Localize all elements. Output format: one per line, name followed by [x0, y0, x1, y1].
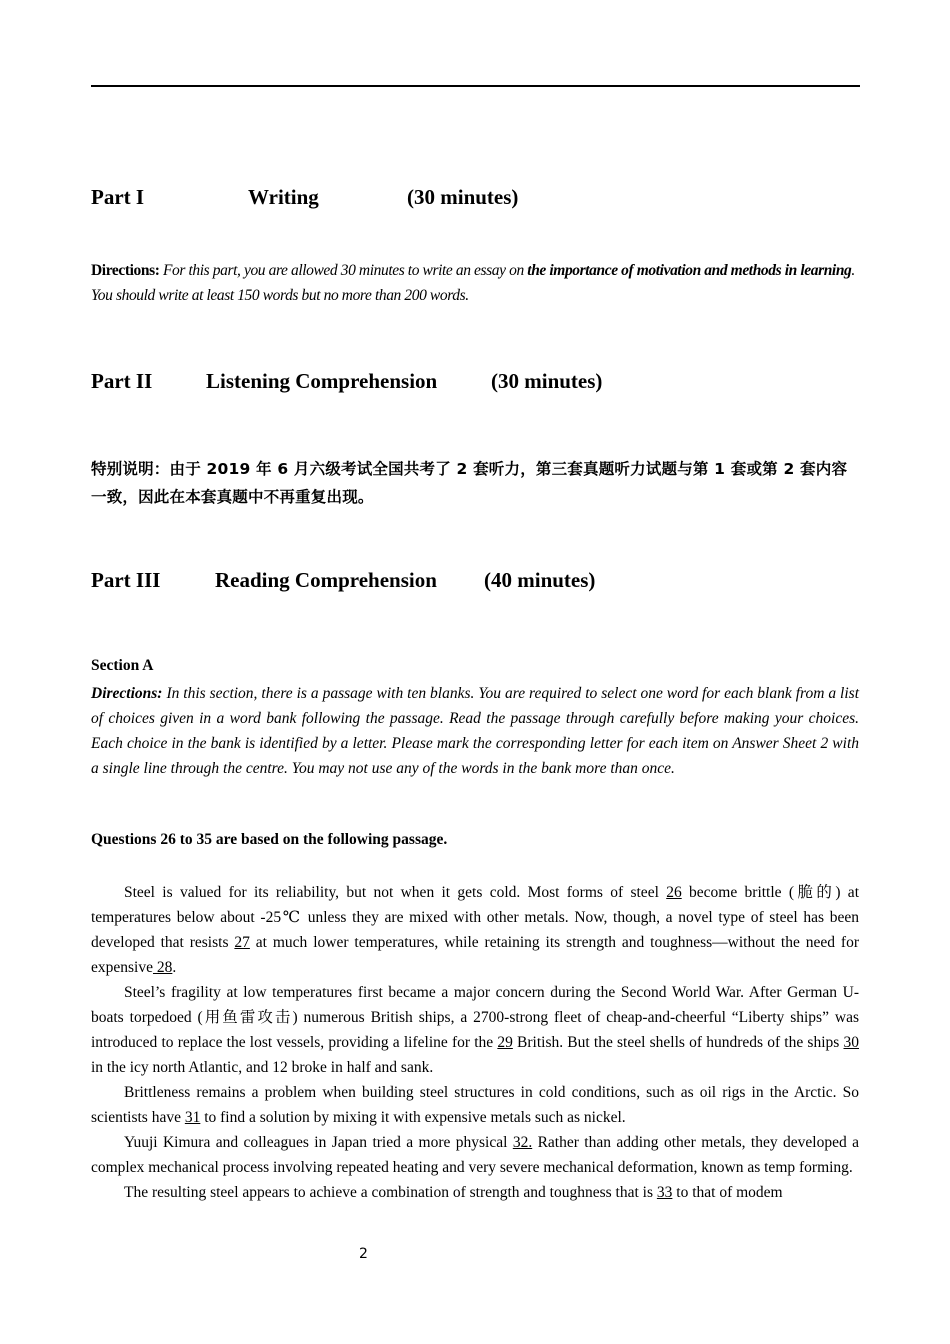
passage-text: .: [172, 959, 177, 976]
part2-title: Listening Comprehension: [206, 369, 438, 393]
passage-text: Rather than adding other metals, they developed a complex mechanical process involving repeated heating and very severe mechanical deformation, known as temp forming.: [91, 1134, 859, 1176]
page-number: 2: [359, 1246, 368, 1262]
blank-27: 27: [234, 934, 250, 951]
part3-title: Reading Comprehension: [215, 568, 437, 592]
part1-directions: [91, 258, 859, 308]
blank-29: 29: [497, 1034, 513, 1051]
part2-label: Part II: [91, 369, 153, 393]
part2-time: (30 minutes): [491, 369, 603, 393]
reading-passage: [91, 880, 859, 1205]
blank-28: 28: [152, 959, 173, 976]
header-rule: [91, 85, 860, 87]
part3-directions: [91, 681, 859, 781]
passage-paragraph: [91, 880, 859, 980]
part1-directions-label: Directions:: [91, 262, 160, 279]
part1-title: Writing: [248, 185, 319, 209]
blank-31: 31: [184, 1109, 201, 1126]
passage-text: in the icy north Atlantic, and 12 broke in half and sank.: [91, 1059, 434, 1076]
part1-label: Part I: [91, 185, 145, 209]
section-a-title: Section A: [91, 657, 154, 674]
part3-label: Part III: [91, 568, 161, 592]
part1-time: (30 minutes): [407, 185, 519, 209]
passage-text: The resulting steel appears to achieve a combination of strength and toughness that is: [124, 1184, 657, 1201]
part1-directions-pre: For this part, you are allowed 30 minutes to write an essay on: [162, 262, 524, 279]
passage-text: Yuuji Kimura and colleagues in Japan tried a more physical: [124, 1134, 513, 1151]
part3-directions-label: Directions:: [91, 685, 163, 702]
part1-directions-post: . You should write at least 150 words but no more than 200 words.: [91, 262, 855, 304]
part3-time: (40 minutes): [484, 568, 596, 592]
passage-paragraph: [91, 1180, 859, 1205]
passage-text: Steel is valued for its reliability, but not when it gets cold. Most forms of steel: [124, 884, 667, 901]
passage-text: become brittle (脆的) at temperatures below about -25℃ unless they are mixed with other metals. Now, though, a novel type of steel has been developed that resists: [91, 884, 859, 951]
questions-intro: Questions 26 to 35 are based on the following passage.: [91, 831, 448, 848]
passage-text: British. But the steel shells of hundreds of the ships: [512, 1034, 844, 1051]
blank-26: 26: [666, 884, 682, 901]
part3-directions-text: In this section, there is a passage with ten blanks. You are required to select one word for each blank from a list of choices given in a word bank following the passage. Read the passage through carefully before making your choices. Each choice in the bank is identified by a letter. Please mark the corresponding letter for each item on Answer Sheet 2 with a single line through the centre. You may not use any of the words in the bank more than once.: [91, 685, 860, 777]
part1-directions-topic: the importance of motivation and methods in learning: [527, 262, 852, 279]
passage-text: to that of modem: [672, 1184, 783, 1201]
passage-paragraph: [91, 980, 859, 1080]
passage-paragraph: [91, 1080, 859, 1130]
blank-30: 30: [843, 1034, 859, 1051]
passage-text: at much lower temperatures, while retaining its strength and toughness—without the need for expensive: [91, 934, 859, 976]
passage-text: Steel’s fragility at low temperatures first became a major concern during the Second World War. After German U-boats torpedoed (用鱼雷攻击) numerous British ships, a 2700-strong fleet of cheap-and-cheerful “Liberty ships” was introduced to replace the lost vessels, providing a lifeline for the: [91, 984, 859, 1051]
blank-33: 33: [656, 1184, 673, 1201]
passage-text: Brittleness remains a problem when building steel structures in cold conditions, such as oil rigs in the Arctic. So scientists have: [91, 1084, 859, 1126]
passage-paragraph: [91, 1130, 859, 1180]
passage-text: to find a solution by mixing it with expensive metals such as nickel.: [200, 1109, 626, 1126]
part2-note: 特别说明：由于 2019 年 6 月六级考试全国共考了 2 套听力，第三套真题听力试题与第 1 套或第 2 套内容一致，因此在本套真题中不再重复出现。: [91, 460, 848, 506]
blank-32: 32.: [512, 1134, 533, 1151]
